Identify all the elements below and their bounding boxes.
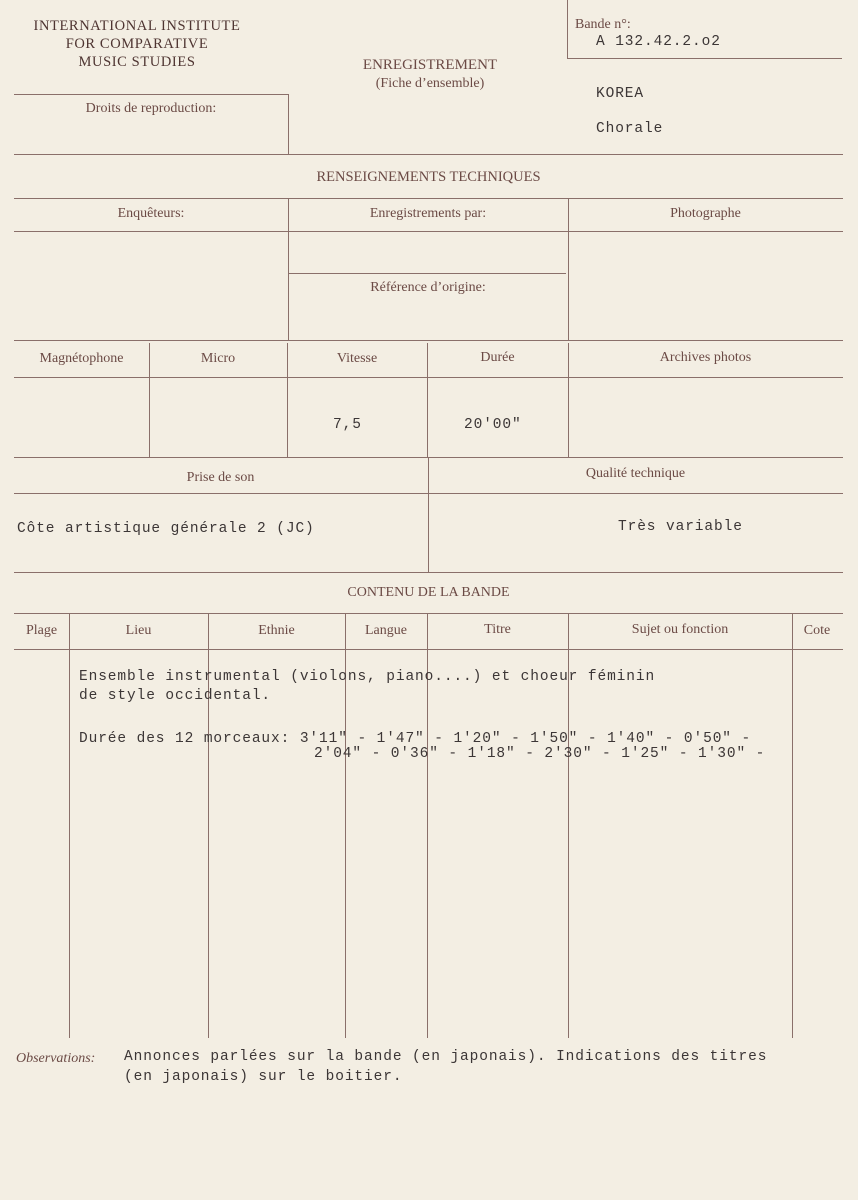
micro-label: Micro — [200, 351, 236, 366]
institute-name — [14, 17, 260, 71]
tech-vline-6 — [568, 343, 569, 457]
contents-vline-1 — [69, 613, 70, 1038]
tech-vline-3 — [149, 343, 150, 457]
tech-vline-2 — [568, 198, 569, 340]
speed-value: 7,5 — [333, 417, 362, 433]
origin-ref-line — [288, 273, 566, 274]
contents-line-1 — [14, 613, 843, 614]
col-sujet: Sujet ou fonction — [631, 622, 729, 637]
contents-vline-6 — [792, 613, 793, 1038]
durations-line-2: 2'04" - 0'36" - 1'18" - 2'30" - 1'25" - 1'30" - — [314, 746, 766, 762]
tape-recorder-label: Magnétophone — [39, 351, 124, 366]
tech-vline-1 — [288, 198, 289, 340]
tech-line-7 — [14, 572, 843, 573]
investigators-label: Enquêteurs: — [117, 206, 185, 221]
description-line-1: Ensemble instrumental (violons, piano....) et choeur féminin — [79, 669, 656, 685]
technical-title: RENSEIGNEMENTS TECHNIQUES — [316, 169, 541, 185]
col-lieu: Lieu — [125, 623, 152, 638]
sound-capture-label: Prise de son — [186, 470, 255, 485]
tech-line-4 — [14, 377, 843, 378]
col-titre: Titre — [484, 622, 511, 637]
tech-vline-5 — [427, 343, 428, 457]
rights-label: Droits de reproduction: — [85, 101, 217, 116]
tech-vline-4 — [287, 343, 288, 457]
photo-archive-label: Archives photos — [659, 350, 752, 365]
institute-line-2: FOR COMPARATIVE — [65, 36, 209, 52]
duration-value: 20'00" — [464, 417, 522, 433]
duration-label: Durée — [480, 350, 515, 365]
tape-box-left — [567, 0, 568, 58]
record-title: ENREGISTREMENT — [362, 57, 498, 73]
observations-label: Observations: — [16, 1051, 96, 1066]
tech-line-3 — [14, 340, 843, 341]
rights-right — [288, 94, 289, 154]
col-ethnie: Ethnie — [258, 623, 295, 638]
photographer-label: Photographe — [670, 206, 741, 221]
rights-top — [14, 94, 288, 95]
genre-value: Chorale — [596, 121, 664, 137]
sound-capture-value: Côte artistique générale 2 (JC) — [17, 521, 315, 537]
col-langue: Langue — [365, 623, 407, 638]
institute-line-1: INTERNATIONAL INSTITUTE — [33, 18, 241, 34]
country-value: KOREA — [596, 86, 645, 102]
recorded-by-label: Enregistrements par: — [369, 206, 487, 221]
quality-label: Qualité technique — [585, 466, 686, 481]
header-bottom — [14, 154, 843, 155]
contents-line-2 — [14, 649, 843, 650]
quality-value: Très variable — [618, 519, 743, 535]
observations-line-2: (en japonais) sur le boitier. — [124, 1069, 403, 1085]
observations-line-1: Annonces parlées sur la bande (en japonais). Indications des titres — [124, 1049, 768, 1065]
description-line-2: de style occidental. — [79, 688, 272, 704]
speed-label: Vitesse — [336, 351, 378, 366]
col-cote: Cote — [803, 623, 831, 638]
tech-line-1 — [14, 198, 843, 199]
contents-title: CONTENU DE LA BANDE — [347, 585, 510, 600]
institute-line-3: MUSIC STUDIES — [78, 54, 196, 70]
record-subtitle: (Fiche d’ensemble) — [375, 76, 485, 91]
tape-box-bottom — [567, 58, 842, 59]
tech-vline-7 — [428, 457, 429, 572]
col-plage: Plage — [25, 623, 58, 638]
durations-line-1: Durée des 12 morceaux: 3'11" - 1'47" - 1'20" - 1'50" - 1'40" - 0'50" - — [79, 731, 752, 747]
tape-number: A 132.42.2.o2 — [596, 34, 721, 50]
tech-line-2 — [14, 231, 843, 232]
tape-label: Bande n°: — [575, 17, 631, 32]
origin-ref-label: Référence d’origine: — [370, 280, 486, 295]
